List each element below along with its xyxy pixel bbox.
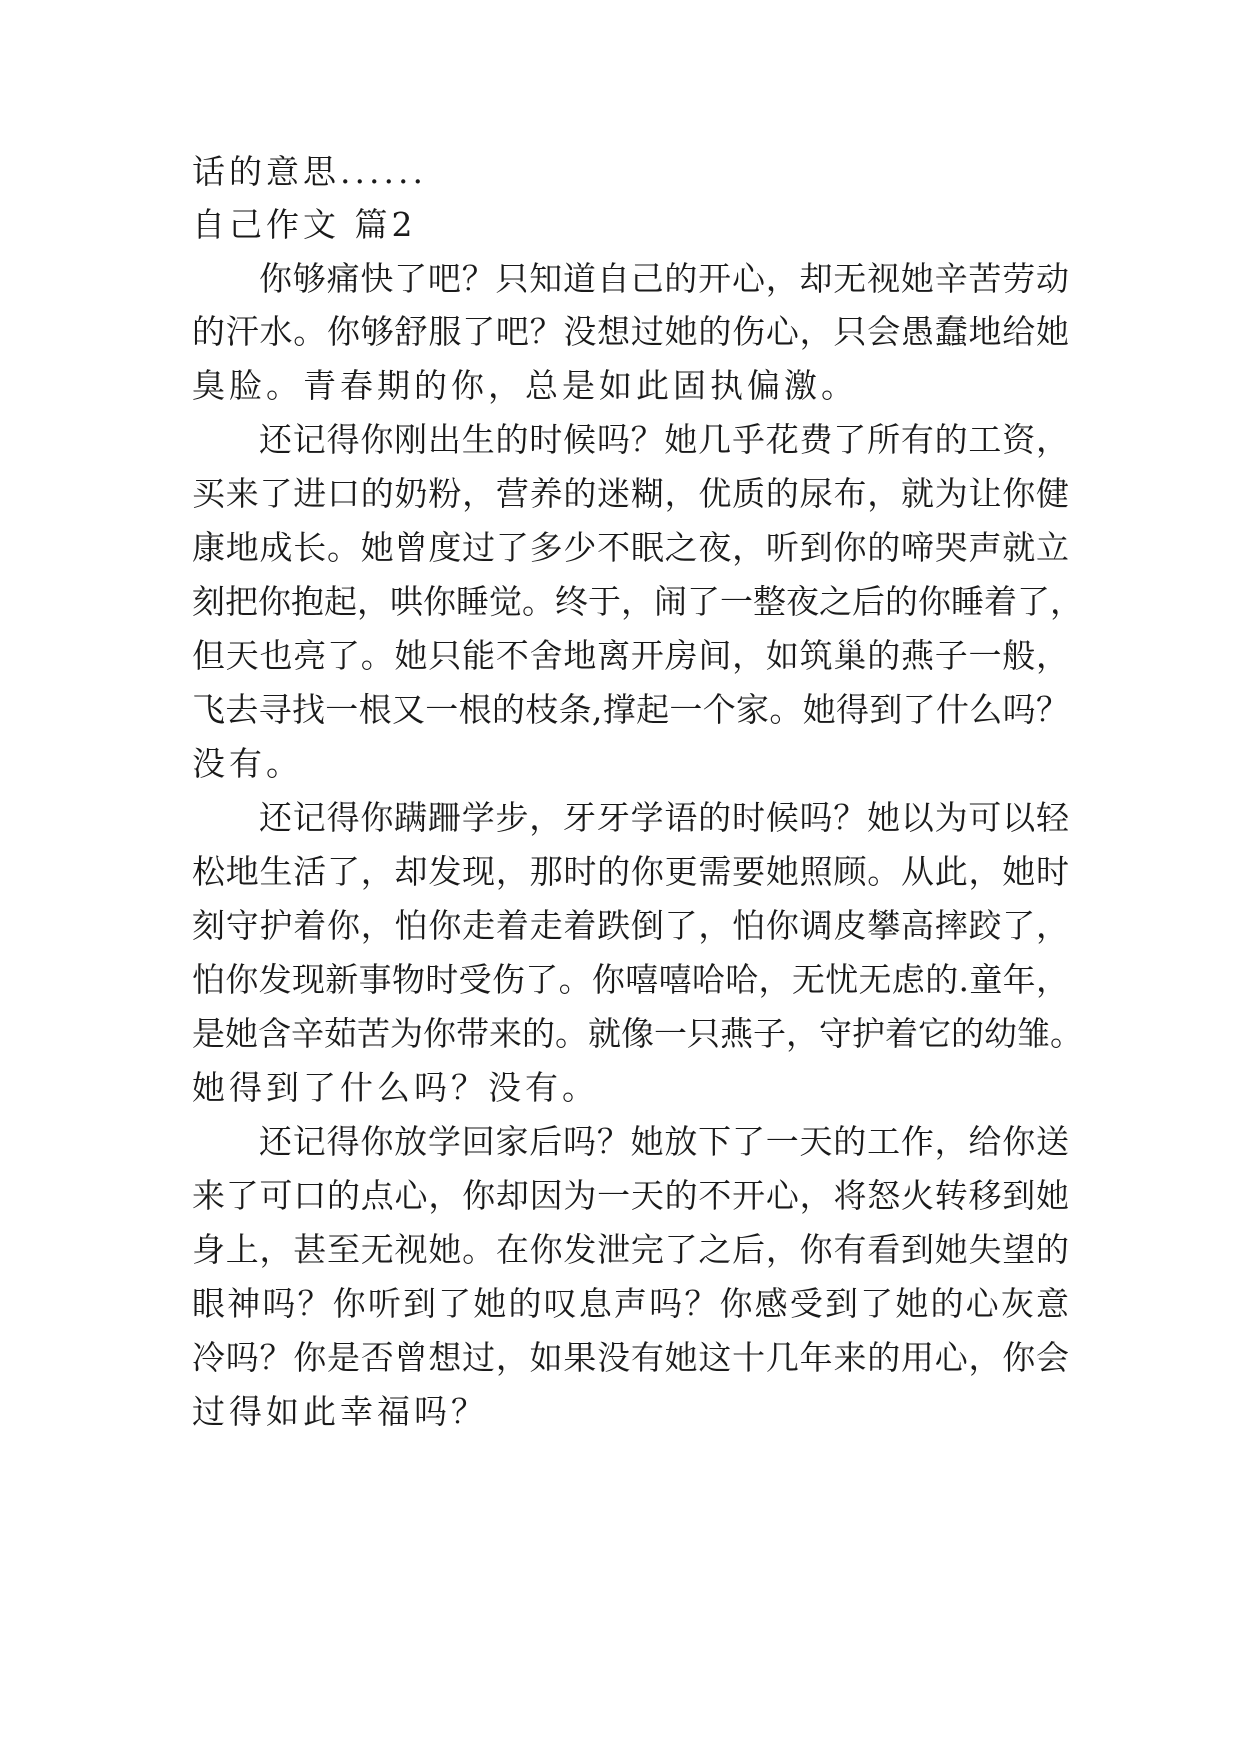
text-line: 冷吗？你是否曾想过，如果没有她这十几年来的用心，你会 [192, 1338, 1069, 1377]
text-line: 过得如此幸福吗？ [192, 1392, 488, 1431]
text-line: 还记得你蹒跚学步，牙牙学语的时候吗？她以为可以轻 [259, 798, 1069, 837]
text-line: 没有。 [192, 744, 303, 783]
text-line: 来了可口的点心，你却因为一天的不开心，将怒火转移到她 [192, 1176, 1069, 1215]
text-line: 还记得你刚出生的时候吗？她几乎花费了所有的工资， [259, 420, 1069, 459]
section-heading: 自己作文 篇2 [192, 205, 417, 244]
text-line: 的汗水。你够舒服了吧？没想过她的伤心，只会愚蠢地给她 [192, 312, 1069, 351]
text-line: 刻守护着你，怕你走着走着跌倒了，怕你调皮攀高摔跤了， [192, 906, 1069, 945]
text-line: 是她含辛茹苦为你带来的。就像一只燕子，守护着它的幼雏。 [192, 1014, 1083, 1053]
text-line: 身上，甚至无视她。在你发泄完了之后，你有看到她失望的 [192, 1230, 1069, 1269]
text-line: 她得到了什么吗？没有。 [192, 1068, 599, 1107]
text-line: 刻把你抱起，哄你睡觉。终于，闹了一整夜之后的你睡着了， [192, 582, 1083, 621]
text-line: 话的意思...... [192, 152, 427, 191]
text-line: 臭脸。青春期的你，总是如此固执偏激。 [192, 366, 858, 405]
text-line: 松地生活了，却发现，那时的你更需要她照顾。从此，她时 [192, 852, 1069, 891]
text-line: 眼神吗？你听到了她的叹息声吗？你感受到了她的心灰意 [192, 1284, 1069, 1323]
text-line: 但天也亮了。她只能不舍地离开房间，如筑巢的燕子一般， [192, 636, 1069, 675]
text-line: 怕你发现新事物时受伤了。你嘻嘻哈哈，无忧无虑的.童年， [192, 960, 1069, 999]
text-line: 康地成长。她曾度过了多少不眠之夜，听到你的啼哭声就立 [192, 528, 1069, 567]
text-line: 买来了进口的奶粉，营养的迷糊，优质的尿布，就为让你健 [192, 474, 1069, 513]
text-line: 飞去寻找一根又一根的枝条,撑起一个家。她得到了什么吗？ [192, 690, 1069, 729]
text-line: 还记得你放学回家后吗？她放下了一天的工作，给你送 [259, 1122, 1069, 1161]
text-line: 你够痛快了吧？只知道自己的开心，却无视她辛苦劳动 [259, 259, 1069, 298]
